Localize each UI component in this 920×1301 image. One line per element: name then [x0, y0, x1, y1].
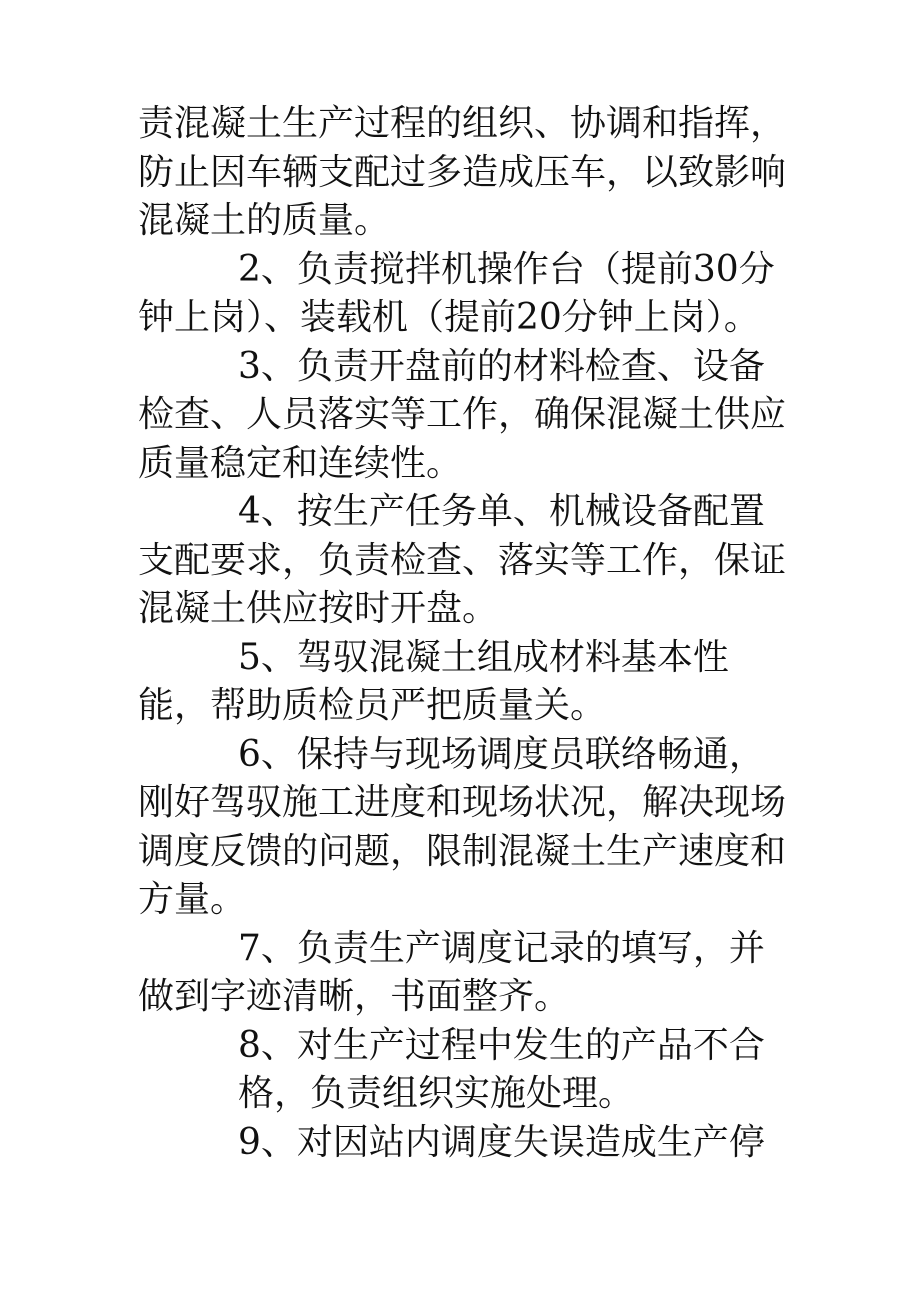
paragraph-item-8: 8、对生产过程中发生的产品不合格，负责组织实施处理。: [238, 1024, 765, 1114]
paragraph-item-6: 6、保持与现场调度员联络畅通，刚好驾驭施工进度和现场状况，解决现场调度反馈的问题，限制混凝土生产速度和方量。: [138, 733, 787, 920]
paragraph-item-4: 4、按生产任务单、机械设备配置支配要求，负责检查、落实等工作，保证混凝土供应按时开盘。: [138, 491, 787, 629]
paragraph-item-7: 7、负责生产调度记录的填写，并做到字迹清晰，书面整齐。: [138, 927, 765, 1017]
paragraph-item-2: 2、负责搅拌机操作台（提前30分钟上岗）、装载机（提前20分钟上岗）。: [138, 248, 775, 338]
paragraph-item-5: 5、驾驭混凝土组成材料基本性能，帮助质检员严把质量关。: [138, 636, 729, 726]
paragraph-continuation: 责混凝土生产过程的组织、协调和指挥，防止因车辆支配过多造成压车，以致影响混凝土的质量。: [138, 103, 787, 241]
paragraph-item-9: 9、对因站内调度失误造成生产停: [238, 1121, 765, 1163]
document-body: [138, 100, 788, 1167]
paragraph-item-3: 3、负责开盘前的材料检查、设备检查、人员落实等工作，确保混凝土供应质量稳定和连续性。: [138, 345, 787, 484]
